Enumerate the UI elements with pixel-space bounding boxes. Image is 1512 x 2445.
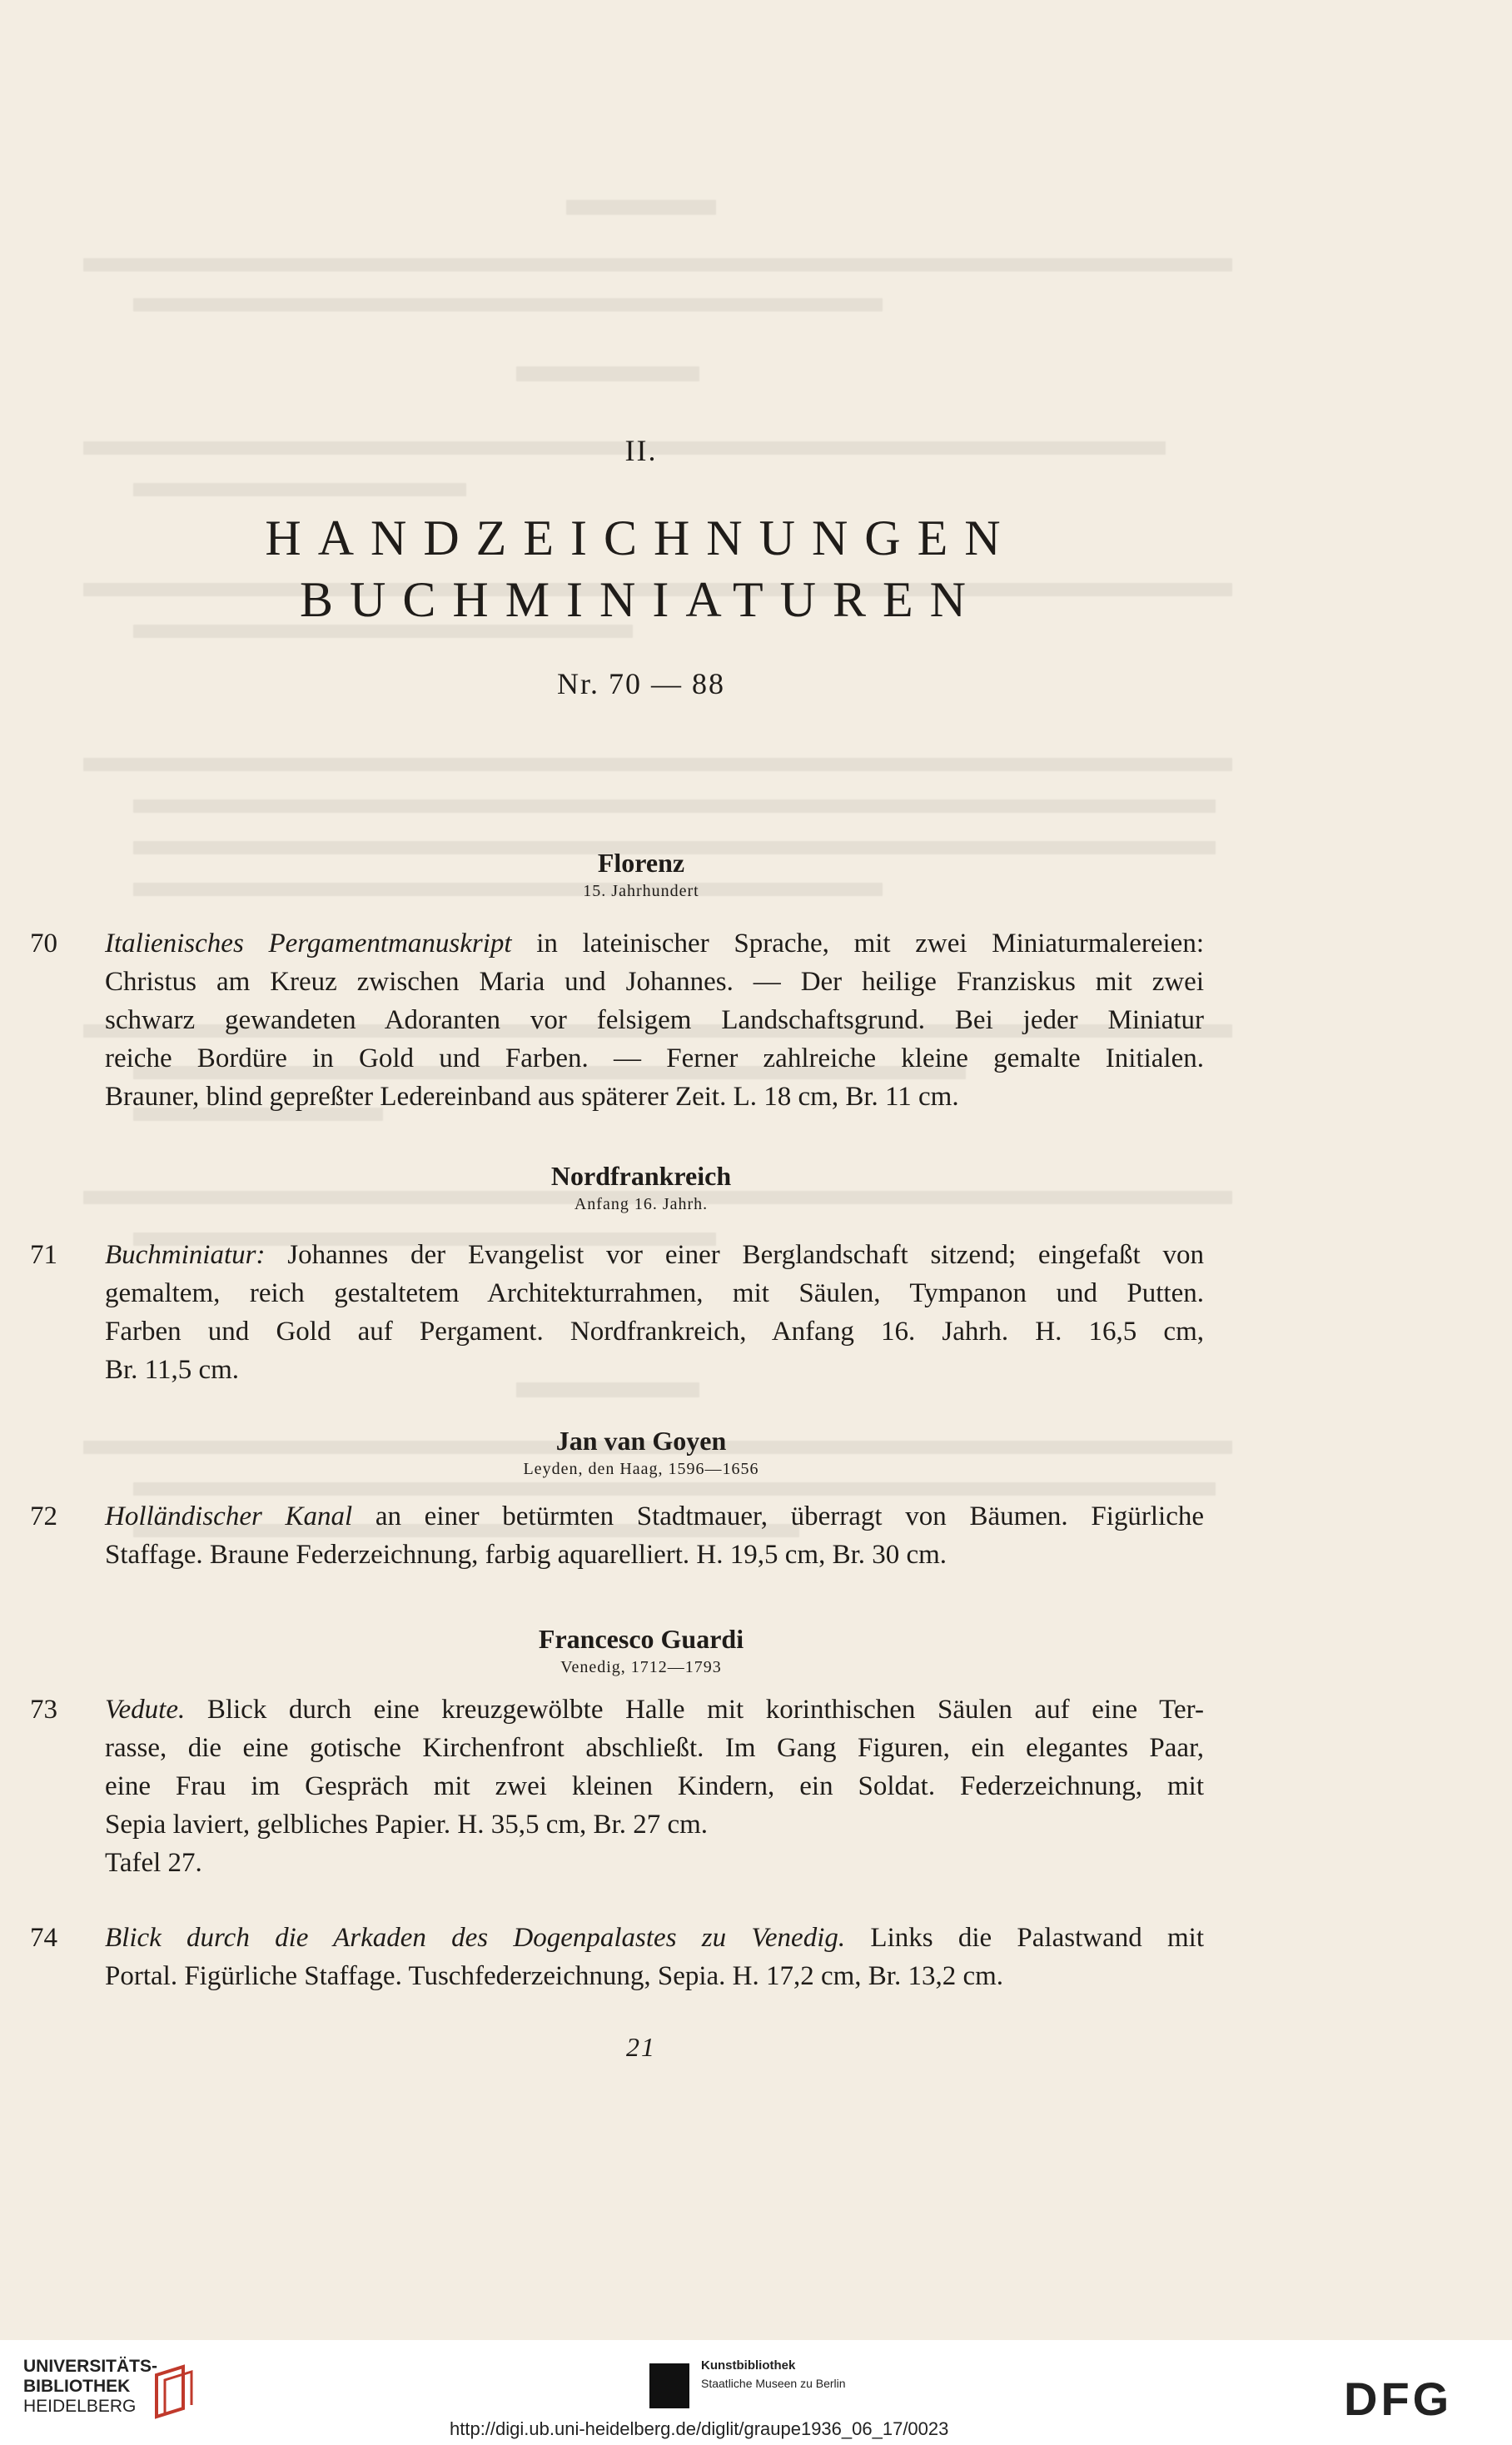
entry-text (105, 924, 1204, 1116)
entry-text (105, 1497, 1204, 1574)
catalog-entry (30, 1497, 1204, 1574)
entry-line: schwarz gewandeten Adoranten vor felsigem Landschaftsgrund. Bei jeder Miniatur (105, 1005, 1204, 1035)
entry-title: Buchminiatur: (105, 1240, 266, 1270)
kunstbibliothek-mark-icon (649, 2363, 689, 2408)
entry-line: Links die Palastwand mit (845, 1923, 1205, 1953)
entry-number: 73 (30, 1695, 57, 1725)
section-title: Florenz (597, 848, 685, 878)
entry-line: Br. 11,5 cm. (105, 1355, 240, 1385)
entry-number: 70 (30, 929, 57, 959)
library-name[interactable] (23, 2357, 157, 2417)
entry-line: Sepia laviert, gelbliches Papier. H. 35,5 cm, Br. 27 cm. (105, 1810, 709, 1840)
entry-number: 71 (30, 1240, 57, 1270)
entry-line: gemaltem, reich gestaltetem Architekturrahmen, mit Säulen, Tympanon und Putten. (105, 1278, 1204, 1308)
page-number: 21 (626, 2032, 656, 2062)
library-name-line: HEIDELBERG (23, 2397, 137, 2416)
entry-text (105, 1919, 1204, 1995)
entry-line: Blick durch eine kreuzgewölbte Halle mit korinthischen Säulen auf eine Ter- (185, 1695, 1204, 1725)
library-name-line: BIBLIOTHEK (23, 2377, 131, 2396)
catalog-entry (30, 1236, 1204, 1389)
entry-number: 74 (30, 1923, 57, 1953)
entry-title: Italienisches Pergamentmanuskript (105, 929, 512, 959)
entry-line: Brauner, blind gepreßter Ledereinband aus späterer Zeit. L. 18 cm, Br. 11 cm. (105, 1082, 959, 1112)
entry-title: Vedute. (105, 1695, 186, 1725)
section-title: Nordfrankreich (550, 1161, 732, 1191)
entry-line: Portal. Figürliche Staffage. Tuschfederzeichnung, Sepia. H. 17,2 cm, Br. 13,2 cm. (105, 1961, 1004, 1991)
section-subtitle: Leyden, den Haag, 1596—1656 (523, 1460, 759, 1478)
university-library-logo-icon (150, 2363, 200, 2422)
entry-line: Christus am Kreuz zwischen Maria und Johannes. — Der heilige Franziskus mit zwei (105, 967, 1204, 997)
section-subtitle: Anfang 16. Jahrh. (574, 1195, 709, 1213)
section-subtitle: 15. Jahrhundert (583, 882, 699, 900)
entry-line: Farben und Gold auf Pergament. Nordfrankreich, Anfang 16. Jahrh. H. 16,5 cm, (105, 1317, 1204, 1347)
number-range: Nr. 70 — 88 (557, 667, 725, 700)
section-title: Jan van Goyen (555, 1426, 727, 1456)
chapter-number: II. (624, 434, 658, 467)
entry-line: in lateinischer Sprache, mit zwei Miniaturmalereien: (511, 929, 1204, 959)
section-header (0, 1424, 1282, 1481)
kb-title: Kunstbibliothek (701, 2358, 796, 2373)
entry-line: reiche Bordüre in Gold und Farben. — Ferner zahlreiche kleine gemalte Initialen. (105, 1043, 1204, 1073)
catalog-entry (30, 1691, 1204, 1882)
section-header (0, 846, 1282, 903)
catalog-entry (30, 924, 1204, 1116)
entry-line: an einer betürmten Stadtmauer, überragt von Bäumen. Figürliche (352, 1501, 1204, 1531)
dfg-logo[interactable]: DFG (1344, 2373, 1453, 2425)
chapter-title-line1: HANDZEICHNUNGEN (265, 510, 1017, 565)
section-header (0, 1159, 1282, 1216)
entry-number: 72 (30, 1501, 57, 1531)
permalink-url[interactable]: http://digi.ub.uni-heidelberg.de/diglit/graupe1936_06_17/0023 (450, 2418, 949, 2439)
section-title: Francesco Guardi (538, 1624, 744, 1654)
entry-line: rasse, die eine gotische Kirchenfront abschließt. Im Gang Figuren, ein elegantes Paar, (105, 1733, 1204, 1763)
entry-title: Blick durch die Arkaden des Dogenpalastes zu Venedig. (105, 1923, 846, 1953)
section-subtitle: Venedig, 1712—1793 (560, 1658, 722, 1676)
chapter-title-line2: BUCHMINIATUREN (300, 572, 982, 627)
entry-line: Johannes der Evangelist vor einer Berglandschaft sitzend; eingefaßt von (265, 1240, 1204, 1270)
kb-subtitle: Staatliche Museen zu Berlin (701, 2377, 846, 2390)
entry-line: Staffage. Braune Federzeichnung, farbig aquarelliert. H. 19,5 cm, Br. 30 cm. (105, 1540, 947, 1570)
entry-title: Holländischer Kanal (105, 1501, 353, 1531)
footer-bar (0, 2340, 1512, 2445)
entry-line: eine Frau im Gespräch mit zwei kleinen Kindern, ein Soldat. Federzeichnung, mit (105, 1771, 1204, 1801)
library-name-line: UNIVERSITÄTS- (23, 2357, 158, 2376)
entry-text (105, 1236, 1204, 1389)
entry-text (105, 1691, 1204, 1882)
section-header (0, 1622, 1282, 1679)
entry-line: Tafel 27. (105, 1848, 202, 1878)
catalog-entry (30, 1919, 1204, 1995)
